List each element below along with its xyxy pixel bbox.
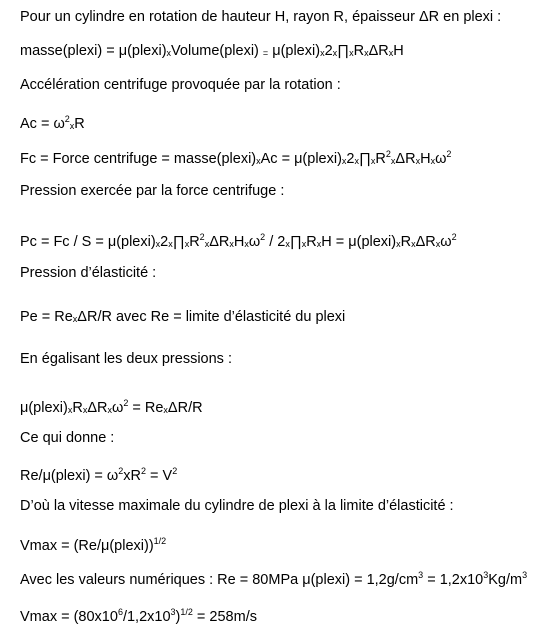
pressure-formula: $Pc = Fc / S = \mu(plexi)x2x\prod xR^2x\Delta RxHx\omega^2$ / 2x∏xRxH = μ(plexi)xRxΔRxω$^2$	[20, 232, 457, 250]
max-velocity-heading: D’où la vitesse maximale du cylindre de plexi à la limite d’élasticité :	[20, 498, 454, 514]
acceleration-formula: $Ac = \omega^2xR$	[20, 114, 85, 132]
equalize-heading: En égalisant les deux pressions :	[20, 351, 232, 367]
force-formula: Fc = Force centrifuge = masse(plexi)xAc = $\mu(plexi)x2x\prod xR^2x\Delta RxHx\omega^2$	[20, 149, 452, 167]
mass-formula: masse(plexi) = μ(plexi)xVolume(plexi) = μ(plexi)x2x∏xRxΔRxH	[20, 43, 404, 59]
elasticity-formula: Pe = RexΔR/R avec Re = limite d’élasticité du plexi	[20, 309, 346, 325]
elasticity-heading: Pression d’élasticité :	[20, 265, 157, 281]
equality-formula: μ(plexi)xRxΔRxω$^2$ = RexΔR/R	[20, 398, 203, 416]
intro-line: Pour un cylindre en rotation de hauteur H, rayon R, épaisseur ΔR en plexi :	[20, 9, 502, 25]
result-heading: Ce qui donne :	[20, 430, 115, 446]
vmax-result: $Vmax = (80x10^6/1,2x10^3)^{1/2} = 258m/s$	[20, 607, 257, 625]
vmax-formula: Vmax = (Re/μ(plexi))$^{1/2}$	[20, 536, 167, 554]
velocity-squared-formula: Re/μ(plexi) = $\omega^2xR^2 = V^2$	[20, 466, 178, 484]
centrifugal-acceleration-heading: Accélération centrifuge provoquée par la rotation :	[20, 77, 341, 93]
numeric-values-line: Avec les valeurs numériques : Re = 80MPa μ(plexi) = $1,2g/cm^3 = 1,2x10^3Kg/m^3$	[20, 570, 528, 588]
pressure-heading: Pression exercée par la force centrifuge :	[20, 183, 285, 199]
